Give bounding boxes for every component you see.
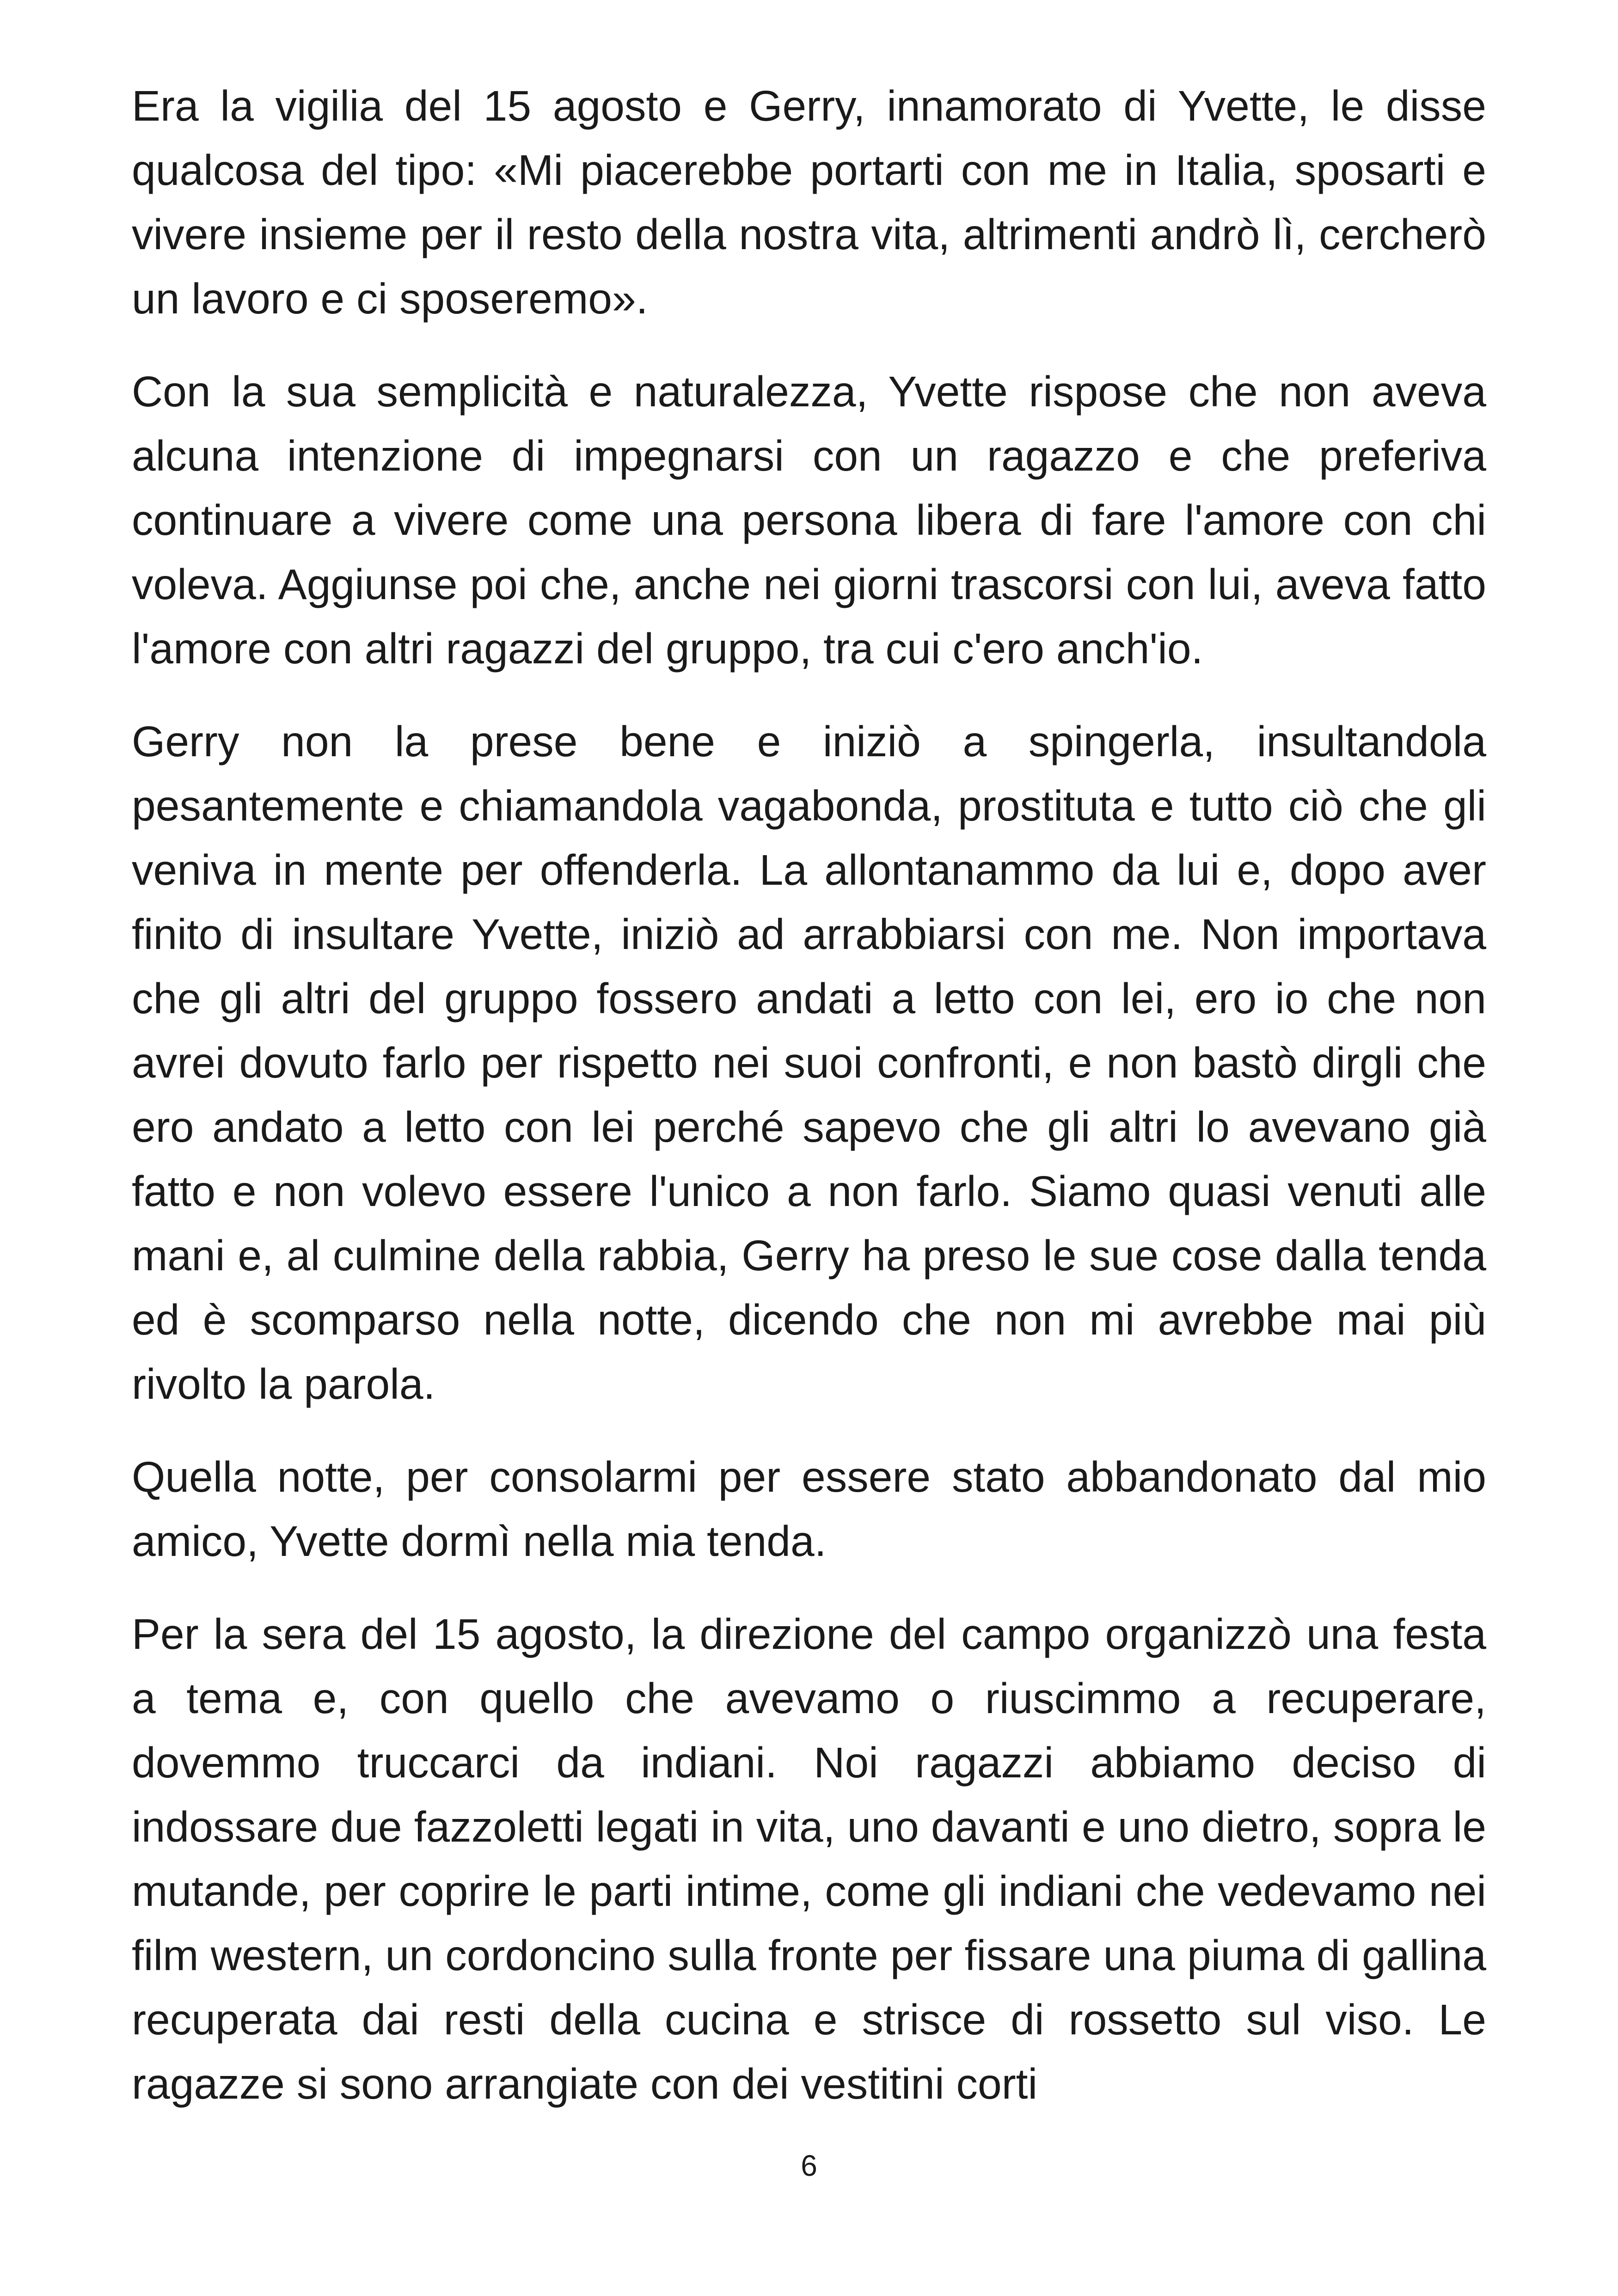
body-text [132, 74, 1486, 2116]
paragraph-1: Era la vigilia del 15 agosto e Gerry, innamorato di Yvette, le disse qualcosa del tipo: «Mi piacerebbe portarti con me in Italia, sposarti e vivere insieme per il resto della nostra vita, altrimenti andrò lì, cercherò un lavoro e ci sposeremo». [132, 82, 1486, 323]
paragraph-3: Gerry non la prese bene e iniziò a spingerla, insultandola pesantemente e chiamandola vagabonda, prostituta e tutto ciò che gli veniva in mente per offenderla. La allontanammo da lui e, dopo aver finito di insultare Yvette, iniziò ad arrabbiarsi con me. Non importava che gli altri del gruppo fossero andati a letto con lei, ero io che non avrei dovuto farlo per rispetto nei suoi confronti, e non bastò dirgli che ero andato a letto con lei perché sapevo che gli altri lo avevano già fatto e non volevo essere l'unico a non farlo. Siamo quasi venuti alle mani e, al culmine della rabbia, Gerry ha preso le sue cose dalla tenda ed è scomparso nella notte, dicendo che non mi avrebbe mai più rivolto la parola. [132, 717, 1486, 1408]
page-number: 6 [801, 2149, 817, 2182]
paragraph-4: Quella notte, per consolarmi per essere stato abbandonato dal mio amico, Yvette dormì nella mia tenda. [132, 1453, 1486, 1565]
paragraph-5: Per la sera del 15 agosto, la direzione del campo organizzò una festa a tema e, con quello che avevamo o riuscimmo a recuperare, dovemmo truccarci da indiani. Noi ragazzi abbiamo deciso di indossare due fazzoletti legati in vita, uno davanti e uno dietro, sopra le mutande, per coprire le parti intime, come gli indiani che vedevamo nei film western, un cordoncino sulla fronte per fissare una piuma di gallina recuperata dai resti della cucina e strisce di rossetto sul viso. Le ragazze si sono arrangiate con dei vestitini corti [132, 1610, 1486, 2108]
paragraph-2: Con la sua semplicità e naturalezza, Yvette rispose che non aveva alcuna intenzione di impegnarsi con un ragazzo e che preferiva continuare a vivere come una persona libera di fare l'amore con chi voleva. Aggiunse poi che, anche nei giorni trascorsi con lui, aveva fatto l'amore con altri ragazzi del gruppo, tra cui c'ero anch'io. [132, 367, 1486, 673]
